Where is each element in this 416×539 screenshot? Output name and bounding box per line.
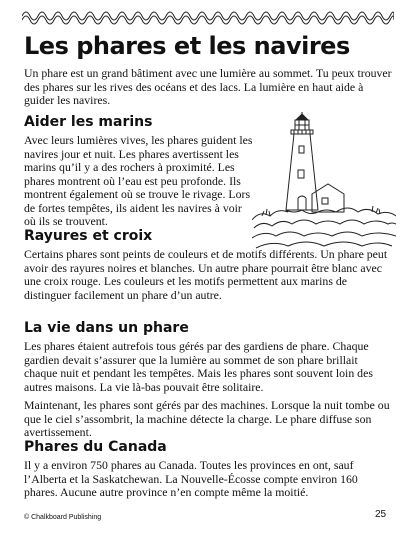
page-title: Les phares et les navires bbox=[24, 32, 350, 60]
lighthouse-illustration bbox=[252, 112, 396, 252]
section-heading-aider-les-marins: Aider les marins bbox=[24, 114, 153, 130]
section-text-vie-dans-un-phare-2: Maintenant, les phares sont gérés par des machines. Lorsque la nuit tombe ou que le ciel s’assombrit, la machine détecte la charge. Le phare diffuse son avertissement. bbox=[24, 398, 390, 439]
page-number: 25 bbox=[375, 509, 387, 520]
section-heading-rayures-et-croix: Rayures et croix bbox=[24, 228, 153, 244]
section-text-phares-du-canada: Il y a environ 750 phares au Canada. Toutes les provinces en ont, sauf l’Alberta et la Saskatchewan. La Nouvelle-Écosse compte environ 160 phares. Aucune autre province n’en compte même la moitié. bbox=[24, 458, 358, 499]
section-heading-vie-dans-un-phare: La vie dans un phare bbox=[24, 320, 189, 336]
section-text-vie-dans-un-phare: Les phares étaient autrefois tous gérés par des gardiens de phare. Chaque gardien devait s’assurer que la lumière au sommet de son phare brillait chaque nuit et pendant les tempêtes. Mais les phares sont souvent loin des autres maisons. La vie là-bas pouvait être solitaire. bbox=[24, 339, 373, 394]
section-text-rayures-et-croix: Certains phares sont peints de couleurs et de motifs différents. Un phare peut avoir des rayures noires et blanches. Un autre phare pourrait être blanc avec une croix rouge. Les couleurs et les motifs permettent aux marins de distinguer facilement un phare d’un autre. bbox=[24, 247, 388, 302]
section-heading-phares-du-canada: Phares du Canada bbox=[24, 439, 167, 455]
intro-paragraph: Un phare est un grand bâtiment avec une lumière au sommet. Tu peux trouver des phares sur les rives des océans et des lacs. La lumière en haut aide à guider les navires. bbox=[24, 66, 392, 107]
section-text-aider-les-marins: Avec leurs lumières vives, les phares guident les navires jour et nuit. Les phares avertissent les marins qu’il y a des rochers à proximité. Les phares montrent où l’eau est peu profonde. Ils montrent également où se trouve le rivage. Lors de fortes tempêtes, ils aident les navires à voir où ils se trouvent. bbox=[24, 133, 253, 228]
wavy-border-decoration bbox=[22, 4, 394, 28]
publisher-credit: © Chalkboard Publishing bbox=[24, 514, 102, 521]
